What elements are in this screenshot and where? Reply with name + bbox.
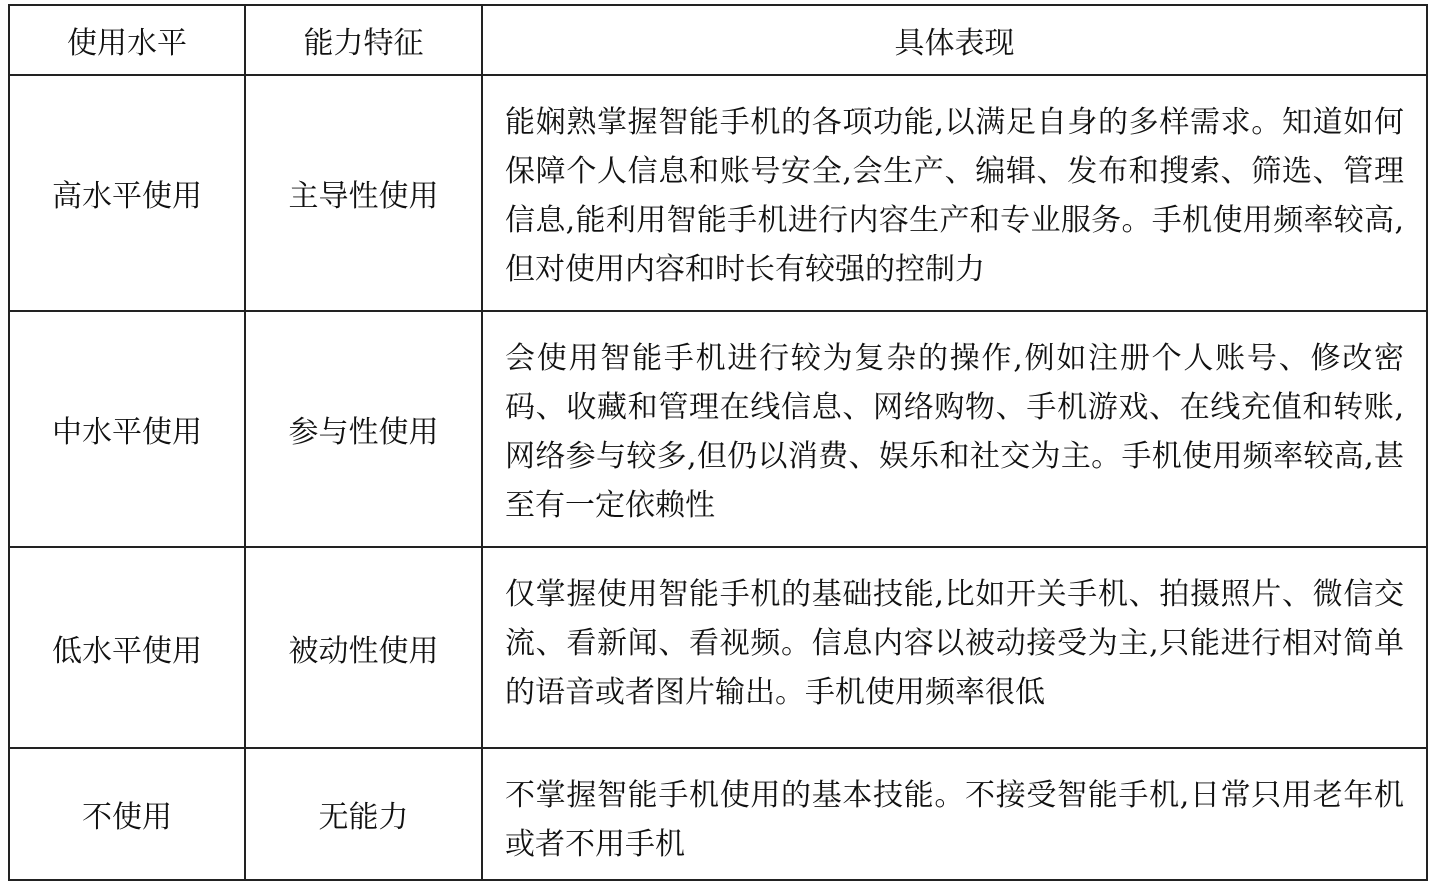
cell-ability-feature: 主导性使用 (245, 75, 482, 311)
header-usage-level: 使用水平 (9, 5, 245, 75)
table-header-row (9, 5, 1427, 75)
table-row (9, 75, 1427, 311)
table-row (9, 311, 1427, 547)
table-row (9, 547, 1427, 748)
table-row (9, 748, 1427, 880)
usage-level-table (8, 4, 1428, 881)
cell-specific-performance: 会使用智能手机进行较为复杂的操作,例如注册个人账号、修改密码、收藏和管理在线信息、网络购物、手机游戏、在线充值和转账,网络参与较多,但仍以消费、娱乐和社交为主。手机使用频率较高,甚至有一定依赖性 (482, 311, 1427, 547)
cell-usage-level: 不使用 (9, 748, 245, 880)
cell-usage-level: 高水平使用 (9, 75, 245, 311)
cell-specific-performance: 能娴熟掌握智能手机的各项功能,以满足自身的多样需求。知道如何保障个人信息和账号安全,会生产、编辑、发布和搜索、筛选、管理信息,能利用智能手机进行内容生产和专业服务。手机使用频率较高,但对使用内容和时长有较强的控制力 (482, 75, 1427, 311)
cell-ability-feature: 无能力 (245, 748, 482, 880)
cell-ability-feature: 参与性使用 (245, 311, 482, 547)
cell-ability-feature: 被动性使用 (245, 547, 482, 748)
cell-usage-level: 中水平使用 (9, 311, 245, 547)
cell-specific-performance: 仅掌握使用智能手机的基础技能,比如开关手机、拍摄照片、微信交流、看新闻、看视频。信息内容以被动接受为主,只能进行相对简单的语音或者图片输出。手机使用频率很低 (482, 547, 1427, 748)
header-ability-feature: 能力特征 (245, 5, 482, 75)
header-specific-performance: 具体表现 (482, 5, 1427, 75)
cell-usage-level: 低水平使用 (9, 547, 245, 748)
cell-specific-performance: 不掌握智能手机使用的基本技能。不接受智能手机,日常只用老年机或者不用手机 (482, 748, 1427, 880)
